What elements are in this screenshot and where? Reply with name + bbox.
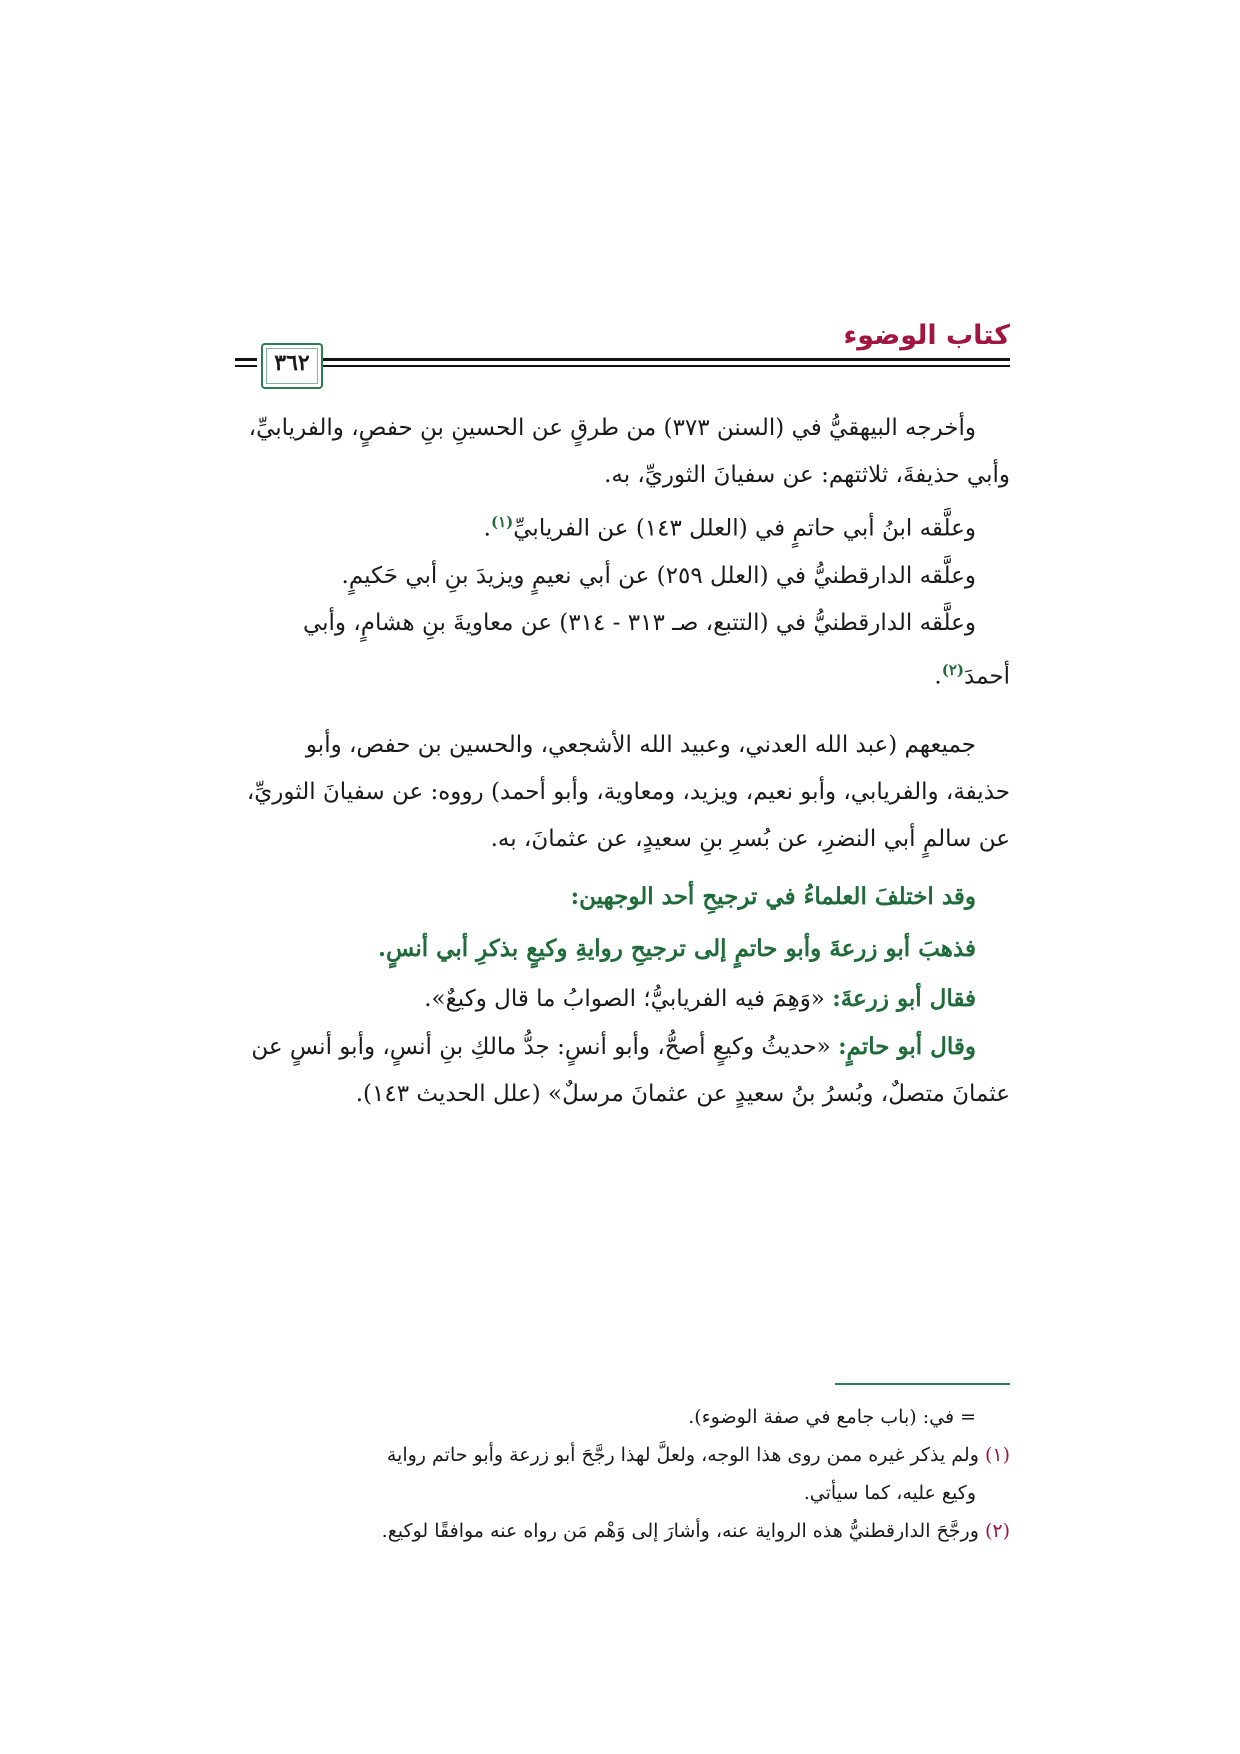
section-heading: فذهبَ أبو زرعةَ وأبو حاتمٍ إلى ترجيحِ روايةِ وكيعٍ بذكرِ أبي أنسٍ. xyxy=(378,935,976,963)
paragraph: جميعهم (عبد الله العدني، وعبيد الله الأشجعي، والحسين بن حفص، وأبو حذيفة، والفريابي، وأبو نعيم، ويزيد، ومعاوية، وأبو أحمد) رووه: عن سفيانَ الثوريِّ، عن سالمٍ أبي النضرِ، عن بُسرِ بنِ سعيدٍ، عن عثمانَ، به. xyxy=(246,732,1010,853)
footnote-ref[interactable]: (٢) xyxy=(941,660,965,679)
header-rule xyxy=(235,365,257,367)
paragraph-text: وعلَّقه الدارقطنيُّ في (التتبع، صـ ٣١٣ - ٣١٤) عن معاويةَ بنِ هشامٍ، وأبي أحمدَ xyxy=(302,609,1010,690)
footnote-separator xyxy=(835,1383,1010,1385)
quote-text: «حديثُ وكيعٍ أصحُّ، وأبو أنسٍ: جدُّ مالكِ بنِ أنسٍ، وأبو أنسٍ عن عثمانَ متصلٌ، وبُسرُ بنُ سعيدٍ عن عثمانَ مرسلٌ» (علل الحديث ١٤٣). xyxy=(251,1034,1010,1108)
page-number-badge xyxy=(261,343,323,389)
footnote-ref[interactable]: (١) xyxy=(490,513,514,531)
speaker-label: فقال أبو زرعةَ: xyxy=(832,985,976,1013)
paragraph xyxy=(235,600,1010,701)
paragraph-end: . xyxy=(483,515,491,542)
page-number: ٣٦٢ xyxy=(274,350,310,376)
footnote-number: (١) xyxy=(984,1444,1010,1466)
speaker-label: وقال أبو حاتمٍ: xyxy=(838,1033,976,1061)
header-rule xyxy=(322,358,1010,361)
paragraph-end: . xyxy=(934,663,942,690)
main-text xyxy=(235,405,1010,1118)
header-rule xyxy=(322,365,1010,367)
footnote-text: ورجَّحَ الدارقطنيُّ هذه الرواية عنه، وأشارَ إلى وَهْم مَن رواه عنه موافقًا لوكيع. xyxy=(381,1520,985,1542)
footnote-continuation: = في: (باب جامع في صفة الوضوء). xyxy=(688,1406,976,1428)
section-heading: وقد اختلفَ العلماءُ في ترجيحِ أحد الوجهين: xyxy=(570,883,976,911)
paragraph: وعلَّقه الدارقطنيُّ في (العلل ٢٥٩) عن أبي نعيمٍ ويزيدَ بنِ أبي حَكيمٍ. xyxy=(341,562,976,589)
footnote xyxy=(235,1436,1010,1474)
paragraph xyxy=(235,499,1010,553)
footnote xyxy=(235,1512,1010,1550)
footnote-text-continued: وكيع عليه، كما سيأتي. xyxy=(803,1482,976,1504)
paragraph xyxy=(235,975,1010,1023)
book-title: كتاب الوضوء xyxy=(843,320,1010,351)
footnote-number: (٢) xyxy=(984,1520,1010,1542)
quote-text: «وَهِمَ فيه الفريابيُّ؛ الصوابُ ما قال وكيعٌ». xyxy=(424,986,833,1013)
header-rule xyxy=(235,358,257,361)
page-header xyxy=(235,318,1010,390)
paragraph xyxy=(235,1023,1010,1118)
footnotes xyxy=(235,1398,1010,1550)
footnote-text: ولم يذكر غيره ممن روى هذا الوجه، ولعلَّ لهذا رجَّحَ أبو زرعة وأبو حاتم رواية xyxy=(386,1444,985,1466)
paragraph-text: وعلَّقه ابنُ أبي حاتمٍ في (العلل ١٤٣) عن الفريابيِّ xyxy=(513,515,976,542)
paragraph: وأخرجه البيهقيُّ في (السنن ٣٧٣) من طرقٍ عن الحسينِ بنِ حفصٍ، والفريابيِّ، وأبي حذيفةَ، ثلاثتهم: عن سفيانَ الثوريِّ، به. xyxy=(248,415,1010,488)
